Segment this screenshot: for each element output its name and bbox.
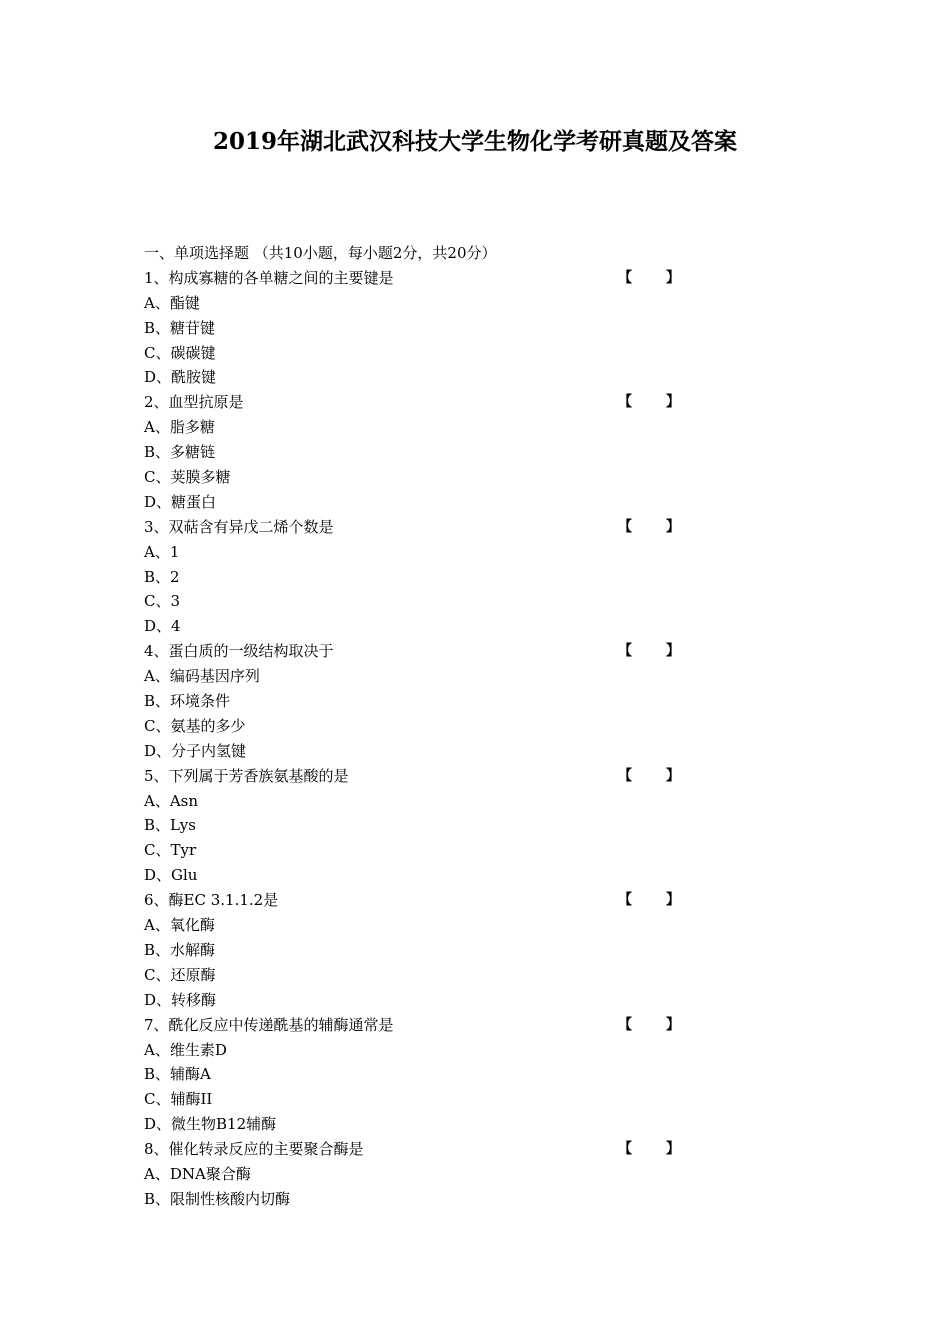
answer-option: C、3	[144, 592, 181, 611]
question-list	[144, 266, 704, 1212]
bracket-close: 】	[666, 643, 680, 660]
question-text: 7、酰化反应中传递酰基的辅酶通常是	[144, 1015, 394, 1034]
answer-option: A、维生素D	[144, 1040, 227, 1059]
question-stem	[144, 1137, 704, 1162]
answer-option: D、4	[144, 617, 181, 636]
question-stem	[144, 515, 704, 540]
answer-option: A、DNA聚合酶	[144, 1164, 251, 1183]
bracket-open: 【	[618, 518, 632, 535]
answer-option: D、转移酶	[144, 990, 217, 1009]
answer-option: B、水解酶	[144, 940, 216, 959]
exam-content	[144, 241, 704, 1212]
answer-option: B、Lys	[144, 816, 196, 835]
question-stem	[144, 639, 704, 664]
answer-option: A、Asn	[144, 791, 199, 810]
bracket-open: 【	[618, 1141, 632, 1158]
answer-option: A、编码基因序列	[144, 667, 260, 686]
question-text: 6、酶EC 3.1.1.2是	[144, 891, 279, 910]
answer-option: C、还原酶	[144, 965, 216, 984]
answer-option: A、1	[144, 542, 180, 561]
question-stem	[144, 1013, 704, 1038]
question-text: 8、催化转录反应的主要聚合酶是	[144, 1140, 364, 1159]
bracket-open: 【	[618, 1016, 632, 1033]
answer-option: C、辅酶II	[144, 1090, 213, 1109]
answer-option: D、Glu	[144, 866, 198, 885]
answer-option: C、Tyr	[144, 841, 197, 860]
answer-option: B、辅酶A	[144, 1065, 211, 1084]
answer-option: D、糖蛋白	[144, 492, 217, 511]
bracket-open: 【	[618, 767, 632, 784]
answer-option: C、氨基的多少	[144, 716, 246, 735]
question-text: 4、蛋白质的一级结构取决于	[144, 642, 334, 661]
answer-option: D、分子内氢键	[144, 741, 247, 760]
answer-option: A、酯键	[144, 293, 200, 312]
question-text: 5、下列属于芳香族氨基酸的是	[144, 766, 349, 785]
answer-option: B、多糖链	[144, 443, 216, 462]
bracket-close: 】	[666, 767, 680, 784]
answer-option: B、2	[144, 567, 180, 586]
bracket-close: 】	[666, 1141, 680, 1158]
answer-option: C、碳碳键	[144, 343, 216, 362]
answer-option: D、酰胺键	[144, 368, 217, 387]
answer-option: D、微生物B12辅酶	[144, 1115, 277, 1134]
answer-option: B、限制性核酸内切酶	[144, 1189, 291, 1208]
section-heading: 一、单项选择题 （共10小题，每小题2分，共20分）	[144, 244, 497, 262]
answer-option: A、脂多糖	[144, 418, 215, 437]
question-stem	[144, 888, 704, 913]
answer-option: C、荚膜多糖	[144, 468, 231, 487]
bracket-open: 【	[618, 892, 632, 909]
question-text: 3、双萜含有异戊二烯个数是	[144, 517, 334, 536]
bracket-close: 】	[666, 394, 680, 411]
answer-option: B、环境条件	[144, 692, 231, 711]
bracket-close: 】	[666, 269, 680, 286]
bracket-close: 】	[666, 1016, 680, 1033]
bracket-open: 【	[618, 394, 632, 411]
bracket-close: 】	[666, 892, 680, 909]
bracket-close: 】	[666, 518, 680, 535]
page-title: 2019年湖北武汉科技大学生物化学考研真题及答案	[212, 128, 737, 155]
question-text: 2、血型抗原是	[144, 393, 244, 412]
bracket-open: 【	[618, 643, 632, 660]
answer-option: A、氧化酶	[144, 916, 215, 935]
answer-option: B、糖苷键	[144, 318, 216, 337]
question-stem	[144, 764, 704, 789]
question-stem	[144, 390, 704, 415]
question-text: 1、构成寡糖的各单糖之间的主要键是	[144, 268, 394, 287]
question-stem	[144, 266, 704, 291]
bracket-open: 【	[618, 269, 632, 286]
